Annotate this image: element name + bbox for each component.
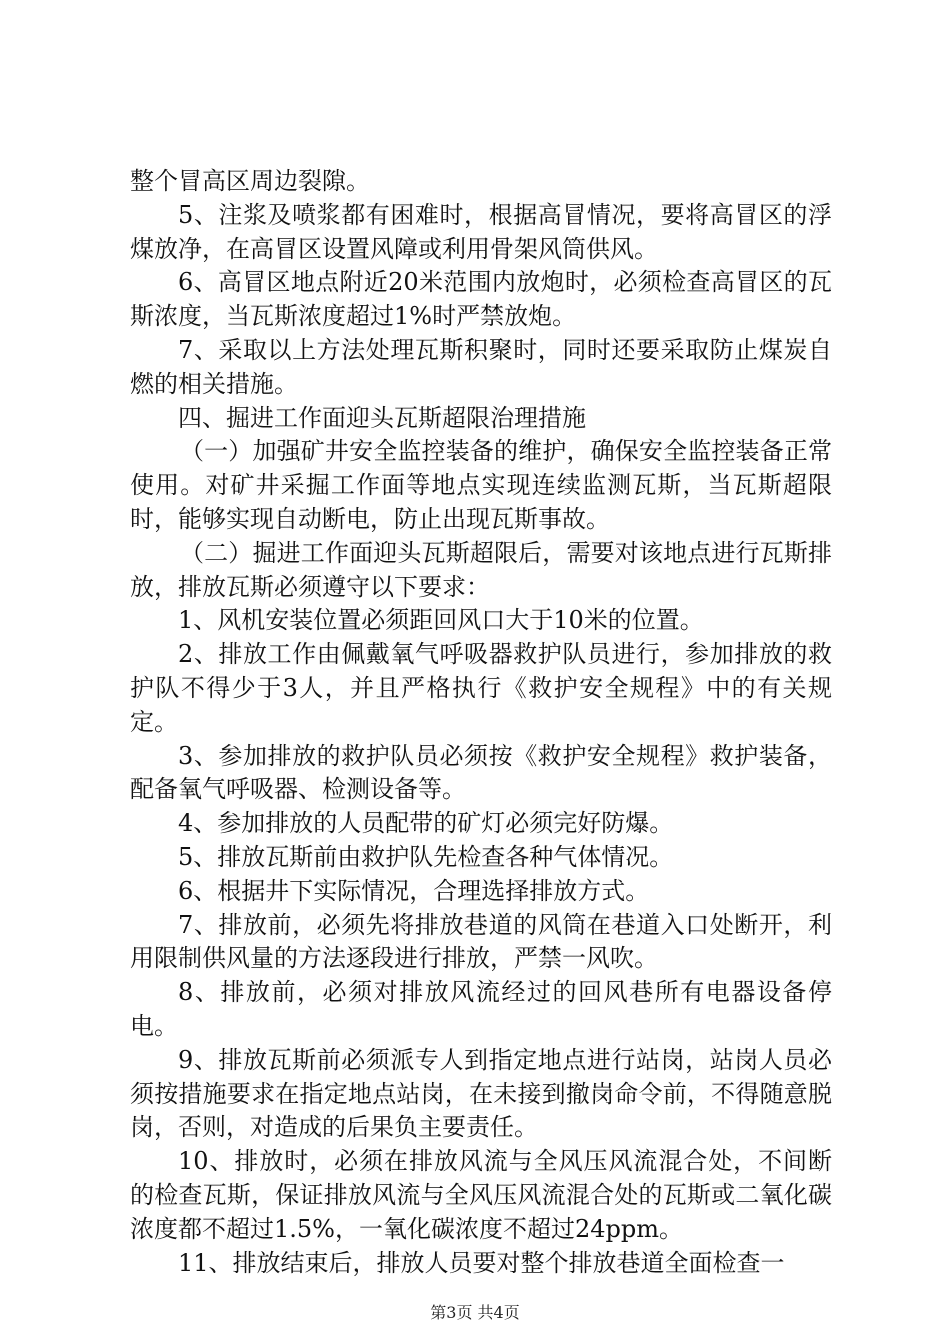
paragraph: 整个冒高区周边裂隙。 (130, 167, 370, 195)
list-item: 2、排放工作由佩戴氧气呼吸器救护队员进行，参加排放的救护队不得少于3人，并且严格执行《救护安全规程》中的有关规定。 (130, 640, 832, 736)
list-item: 3、参加排放的救护队员必须按《救护安全规程》救护装备，配备氧气呼吸器、检测设备等。 (130, 741, 832, 804)
list-item: 6、高冒区地点附近20米范围内放炮时，必须检查高冒区的瓦斯浓度，当瓦斯浓度超过1%时严禁放炮。 (130, 268, 832, 331)
list-item: 5、注浆及喷浆都有困难时，根据高冒情况，要将高冒区的浮煤放净，在高冒区设置风障或利用骨架风筒供风。 (130, 200, 832, 263)
list-item: 11、排放结束后，排放人员要对整个排放巷道全面检查一 (178, 1248, 785, 1277)
list-item: 4、参加排放的人员配带的矿灯必须完好防爆。 (178, 809, 674, 838)
list-item: 10、排放时，必须在排放风流与全风压风流混合处，不间断的检查瓦斯，保证排放风流与全风压风流混合处的瓦斯或二氧化碳浓度都不超过1.5%，一氧化碳浓度不超过24ppm。 (130, 1147, 832, 1243)
list-item: 1、风机安装位置必须距回风口大于10米的位置。 (178, 606, 704, 635)
list-item: 7、排放前，必须先将排放巷道的风筒在巷道入口处断开，利用限制供风量的方法逐段进行排放，严禁一风吹。 (130, 910, 832, 973)
sub-section: （一）加强矿井安全监控装备的维护，确保安全监控装备正常使用。对矿井采掘工作面等地点实现连续监测瓦斯，当瓦斯超限时，能够实现自动断电，防止出现瓦斯事故。 (130, 437, 832, 533)
page-number-label: 第3页 共4页 (430, 1303, 520, 1322)
section-heading: 四、掘进工作面迎头瓦斯超限治理措施 (178, 403, 586, 432)
list-item: 8、排放前，必须对排放风流经过的回风巷所有电器设备停电。 (130, 978, 832, 1040)
document-body (130, 165, 832, 1280)
list-item: 9、排放瓦斯前必须派专人到指定地点进行站岗，站岗人员必须按措施要求在指定地点站岗，在未接到撤岗命令前，不得随意脱岗，否则，对造成的后果负主要责任。 (130, 1045, 832, 1142)
list-item: 6、根据井下实际情况，合理选择排放方式。 (178, 876, 650, 905)
list-item: 7、采取以上方法处理瓦斯积聚时，同时还要采取防止煤炭自燃的相关措施。 (130, 335, 832, 398)
list-item: 5、排放瓦斯前由救护队先检查各种气体情况。 (178, 842, 674, 871)
page-footer (0, 1300, 950, 1323)
sub-section: （二）掘进工作面迎头瓦斯超限后，需要对该地点进行瓦斯排放，排放瓦斯必须遵守以下要求： (130, 538, 832, 601)
